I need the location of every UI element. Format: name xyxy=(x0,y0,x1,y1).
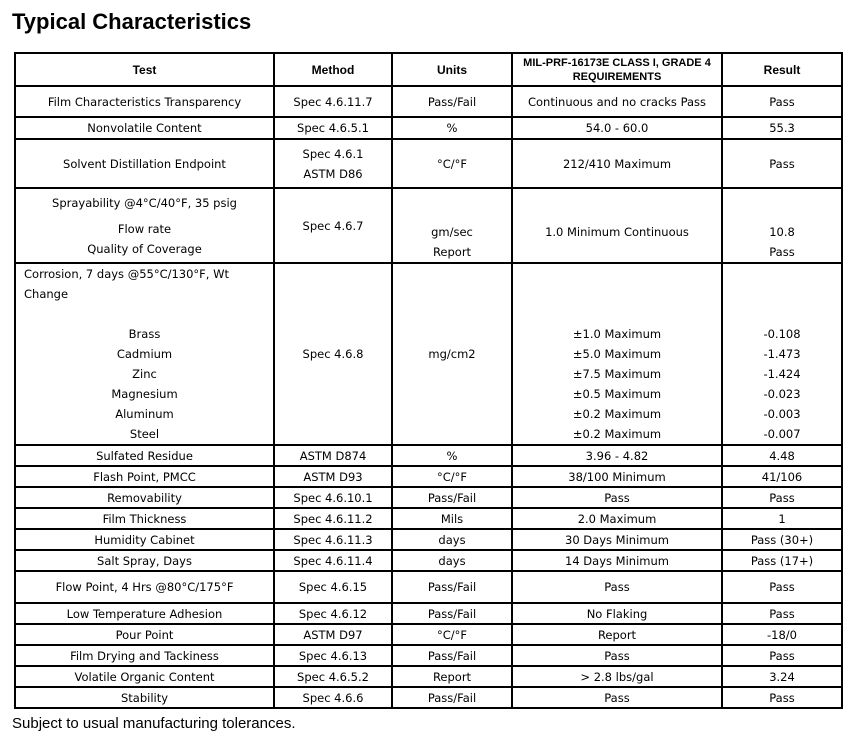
corrosion-requirement: ±0.2 Maximum xyxy=(572,407,662,421)
cell-method: Spec 4.6.11.3 xyxy=(274,529,392,550)
cell-units xyxy=(392,188,512,263)
corrosion-item: Aluminum xyxy=(115,407,174,421)
characteristics-table xyxy=(14,52,843,709)
corrosion-result: -0.003 xyxy=(763,407,801,421)
header-result: Result xyxy=(722,53,842,86)
cell-units: % xyxy=(392,445,512,466)
cell-requirement xyxy=(512,263,722,445)
cell-method: Spec 4.6.5.2 xyxy=(274,666,392,687)
cell-method: Spec 4.6.11.7 xyxy=(274,86,392,117)
sprayability-requirement: 1.0 Minimum Continuous xyxy=(545,225,689,239)
cell-test: Volatile Organic Content xyxy=(15,666,274,687)
footnote: Subject to usual manufacturing tolerances. xyxy=(12,715,296,732)
sprayability-result: Pass xyxy=(769,245,795,259)
corrosion-result: -1.473 xyxy=(763,347,801,361)
cell-result: Pass xyxy=(722,139,842,188)
table-row xyxy=(15,603,842,624)
cell-requirement: Report xyxy=(512,624,722,645)
cell-result: Pass (30+) xyxy=(722,529,842,550)
table-row xyxy=(15,139,842,188)
corrosion-item: Brass xyxy=(128,327,161,341)
cell-method: Spec 4.6.11.2 xyxy=(274,508,392,529)
cell-test: Sulfated Residue xyxy=(15,445,274,466)
sprayability-requirement xyxy=(515,242,719,262)
cell-method: ASTM D93 xyxy=(274,466,392,487)
cell-result: Pass xyxy=(722,86,842,117)
corrosion-result: -0.108 xyxy=(763,327,801,341)
cell-units: % xyxy=(392,117,512,139)
cell-method: Spec 4.6.15 xyxy=(274,571,392,603)
cell-method: Spec 4.6.7 xyxy=(274,188,392,263)
cell-result: 41/106 xyxy=(722,466,842,487)
cell-result: Pass (17+) xyxy=(722,550,842,571)
cell-test: Humidity Cabinet xyxy=(15,529,274,550)
cell-result: 1 xyxy=(722,508,842,529)
header-test: Test xyxy=(15,53,274,86)
cell-requirement: No Flaking xyxy=(512,603,722,624)
cell-units: mg/cm2 xyxy=(392,263,512,445)
cell-test: Flash Point, PMCC xyxy=(15,466,274,487)
sprayability-result: 10.8 xyxy=(769,225,795,239)
corrosion-item: Magnesium xyxy=(111,387,178,401)
table-row xyxy=(15,117,842,139)
corrosion-requirement: ±1.0 Maximum xyxy=(572,327,662,341)
cell-units: Pass/Fail xyxy=(392,603,512,624)
cell-requirement: Pass xyxy=(512,687,722,708)
cell-requirement: Pass xyxy=(512,487,722,508)
cell-requirement: Pass xyxy=(512,645,722,666)
cell-method-line: Spec 4.6.1 xyxy=(302,146,364,161)
cell-method: Spec 4.6.10.1 xyxy=(274,487,392,508)
table-row xyxy=(15,645,842,666)
cell-test xyxy=(15,188,274,263)
cell-test: Flow Point, 4 Hrs @80°C/175°F xyxy=(15,571,274,603)
cell-method: Spec 4.6.6 xyxy=(274,687,392,708)
cell-test xyxy=(15,263,274,445)
cell-result xyxy=(722,188,842,263)
header-requirements xyxy=(512,53,722,86)
table-row-sprayability xyxy=(15,188,842,263)
corrosion-requirement: ±0.2 Maximum xyxy=(572,427,662,441)
cell-result: 55.3 xyxy=(722,117,842,139)
corrosion-requirement: ±7.5 Maximum xyxy=(572,367,662,381)
cell-result: -18/0 xyxy=(722,624,842,645)
cell-result xyxy=(722,263,842,445)
cell-test: Film Characteristics Transparency xyxy=(15,86,274,117)
cell-method: Spec 4.6.12 xyxy=(274,603,392,624)
corrosion-requirement: ±5.0 Maximum xyxy=(572,347,662,361)
cell-units: Pass/Fail xyxy=(392,86,512,117)
cell-test: Nonvolatile Content xyxy=(15,117,274,139)
table-row xyxy=(15,487,842,508)
cell-test: Film Drying and Tackiness xyxy=(15,645,274,666)
cell-requirement xyxy=(512,188,722,263)
cell-requirement: 54.0 - 60.0 xyxy=(512,117,722,139)
header-requirements-line2: REQUIREMENTS xyxy=(572,70,662,83)
cell-test: Salt Spray, Days xyxy=(15,550,274,571)
cell-result: Pass xyxy=(722,487,842,508)
cell-requirement: 212/410 Maximum xyxy=(512,139,722,188)
cell-units: Report xyxy=(392,666,512,687)
header-units: Units xyxy=(392,53,512,86)
cell-result: Pass xyxy=(722,571,842,603)
spacer xyxy=(18,304,271,324)
table-row xyxy=(15,445,842,466)
sprayability-item: Quality of Coverage xyxy=(87,241,202,256)
corrosion-result: -0.007 xyxy=(763,427,801,441)
cell-requirement: 38/100 Minimum xyxy=(512,466,722,487)
cell-test: Pour Point xyxy=(15,624,274,645)
cell-requirement: 14 Days Minimum xyxy=(512,550,722,571)
cell-result: Pass xyxy=(722,687,842,708)
sprayability-item: Flow rate xyxy=(117,221,172,236)
cell-requirement: 3.96 - 4.82 xyxy=(512,445,722,466)
cell-units: Pass/Fail xyxy=(392,687,512,708)
sprayability-units: Report xyxy=(432,245,472,259)
table-row xyxy=(15,508,842,529)
corrosion-requirement: ±0.5 Maximum xyxy=(572,387,662,401)
cell-units: °C/°F xyxy=(392,466,512,487)
cell-test: Low Temperature Adhesion xyxy=(15,603,274,624)
header-requirements-line1: MIL-PRF-16173E CLASS I, GRADE 4 xyxy=(523,56,711,69)
table-row xyxy=(15,666,842,687)
cell-method xyxy=(274,139,392,188)
corrosion-item: Cadmium xyxy=(116,347,173,361)
cell-units: days xyxy=(392,550,512,571)
corrosion-result: -0.023 xyxy=(763,387,801,401)
cell-result: 4.48 xyxy=(722,445,842,466)
page-title: Typical Characteristics xyxy=(12,9,252,34)
cell-method: Spec 4.6.13 xyxy=(274,645,392,666)
corrosion-result: -1.424 xyxy=(763,367,801,381)
cell-units: Pass/Fail xyxy=(392,571,512,603)
corrosion-title: Corrosion, 7 days @55°C/130°F, Wt Change xyxy=(24,267,229,301)
cell-units: Pass/Fail xyxy=(392,645,512,666)
cell-method-line: ASTM D86 xyxy=(303,166,363,181)
header-method: Method xyxy=(274,53,392,86)
cell-requirement: Pass xyxy=(512,571,722,603)
cell-units: Mils xyxy=(392,508,512,529)
cell-method: ASTM D874 xyxy=(274,445,392,466)
table-row xyxy=(15,466,842,487)
cell-method: Spec 4.6.11.4 xyxy=(274,550,392,571)
cell-result: Pass xyxy=(722,645,842,666)
table-row xyxy=(15,529,842,550)
cell-units: °C/°F xyxy=(392,139,512,188)
table-header-row xyxy=(15,53,842,86)
cell-units: °C/°F xyxy=(392,624,512,645)
cell-result: 3.24 xyxy=(722,666,842,687)
corrosion-item: Steel xyxy=(129,427,160,441)
table-row xyxy=(15,624,842,645)
cell-method: ASTM D97 xyxy=(274,624,392,645)
cell-requirement: 2.0 Maximum xyxy=(512,508,722,529)
cell-test: Solvent Distillation Endpoint xyxy=(15,139,274,188)
cell-units: Pass/Fail xyxy=(392,487,512,508)
cell-requirement: > 2.8 lbs/gal xyxy=(512,666,722,687)
table-row-corrosion xyxy=(15,263,842,445)
cell-method: Spec 4.6.5.1 xyxy=(274,117,392,139)
sprayability-title: Sprayability @4°C/40°F, 35 psig xyxy=(52,195,237,210)
cell-method: Spec 4.6.8 xyxy=(274,263,392,445)
table-row xyxy=(15,86,842,117)
table-row xyxy=(15,550,842,571)
cell-test: Removability xyxy=(15,487,274,508)
cell-units: days xyxy=(392,529,512,550)
corrosion-item: Zinc xyxy=(132,367,157,381)
cell-result: Pass xyxy=(722,603,842,624)
sprayability-units: gm/sec xyxy=(431,225,473,239)
cell-requirement: Continuous and no cracks Pass xyxy=(512,86,722,117)
table-row xyxy=(15,687,842,708)
table-row xyxy=(15,571,842,603)
cell-requirement: 30 Days Minimum xyxy=(512,529,722,550)
cell-test: Stability xyxy=(15,687,274,708)
cell-test: Film Thickness xyxy=(15,508,274,529)
